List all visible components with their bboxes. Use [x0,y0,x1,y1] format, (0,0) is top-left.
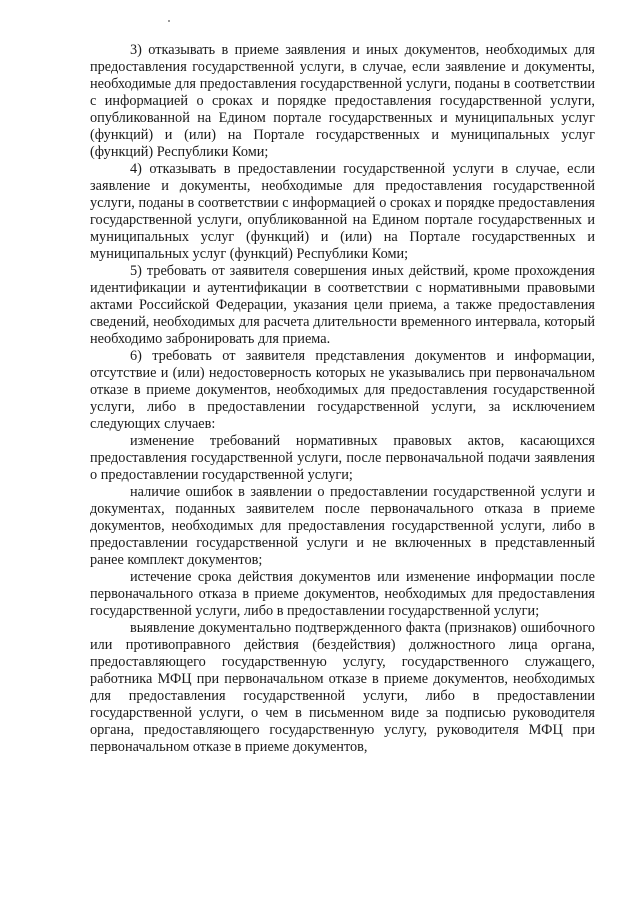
scan-speck [168,20,170,22]
paragraph-exception-expiry: истечение срока действия документов или изменение информации после первоначального отказа в приеме документов, необходимых для предоставления государственной услуги, либо в предоставлении государственной услуги; [90,569,595,619]
document-page [90,42,595,756]
paragraph-item-6: 6) требовать от заявителя представления документов и информации, отсутствие и (или) недостоверность которых не указывались при первоначальном отказе в приеме документов, необходимых для предоставления государственной услуги, либо в предоставлении государственной услуги, за исключением следующих случаев: [90,348,595,432]
paragraph-exception-misconduct: выявление документально подтвержденного факта (признаков) ошибочного или противоправного действия (бездействия) должностного лица органа, предоставляющего государственную услугу, государственного служащего, работника МФЦ при первоначальном отказе в приеме документов, необходимых для предоставления государственной услуги, либо в предоставлении государственной услуги, о чем в письменном виде за подписью руководителя органа, предоставляющего государственную услугу, руководителя МФЦ при первоначальном отказе в приеме документов, [90,620,595,755]
paragraph-item-3: 3) отказывать в приеме заявления и иных документов, необходимых для предоставления государственной услуги, в случае, если заявление и документы, необходимые для предоставления государственной услуги, поданы в соответствии с информацией о сроках и порядке предоставления государственной услуги, опубликованной на Едином портале государственных и муниципальных услуг (функций) и (или) на Портале государственных и муниципальных услуг (функций) Республики Коми; [90,42,595,160]
paragraph-item-4: 4) отказывать в предоставлении государственной услуги в случае, если заявление и документы, необходимые для предоставления государственной услуги, поданы в соответствии с информацией о сроках и порядке предоставления государственной услуги, опубликованной на Едином портале государственных и муниципальных услуг (функций) и (или) на Портале государственных и муниципальных услуг (функций) Республики Коми; [90,161,595,262]
paragraph-exception-errors: наличие ошибок в заявлении о предоставлении государственной услуги и документах, поданных заявителем после первоначального отказа в приеме документов, необходимых для предоставления государственной услуги, либо в предоставлении государственной услуги и не включенных в представленный ранее комплект документов; [90,484,595,568]
paragraph-item-5: 5) требовать от заявителя совершения иных действий, кроме прохождения идентификации и аутентификации в соответствии с нормативными правовыми актами Российской Федерации, указания цели приема, а также предоставления сведений, необходимых для расчета длительности временного интервала, который необходимо забронировать для приема. [90,263,595,347]
paragraph-exception-regulation-change: изменение требований нормативных правовых актов, касающихся предоставления государственной услуги, после первоначальной подачи заявления о предоставлении государственной услуги; [90,433,595,483]
